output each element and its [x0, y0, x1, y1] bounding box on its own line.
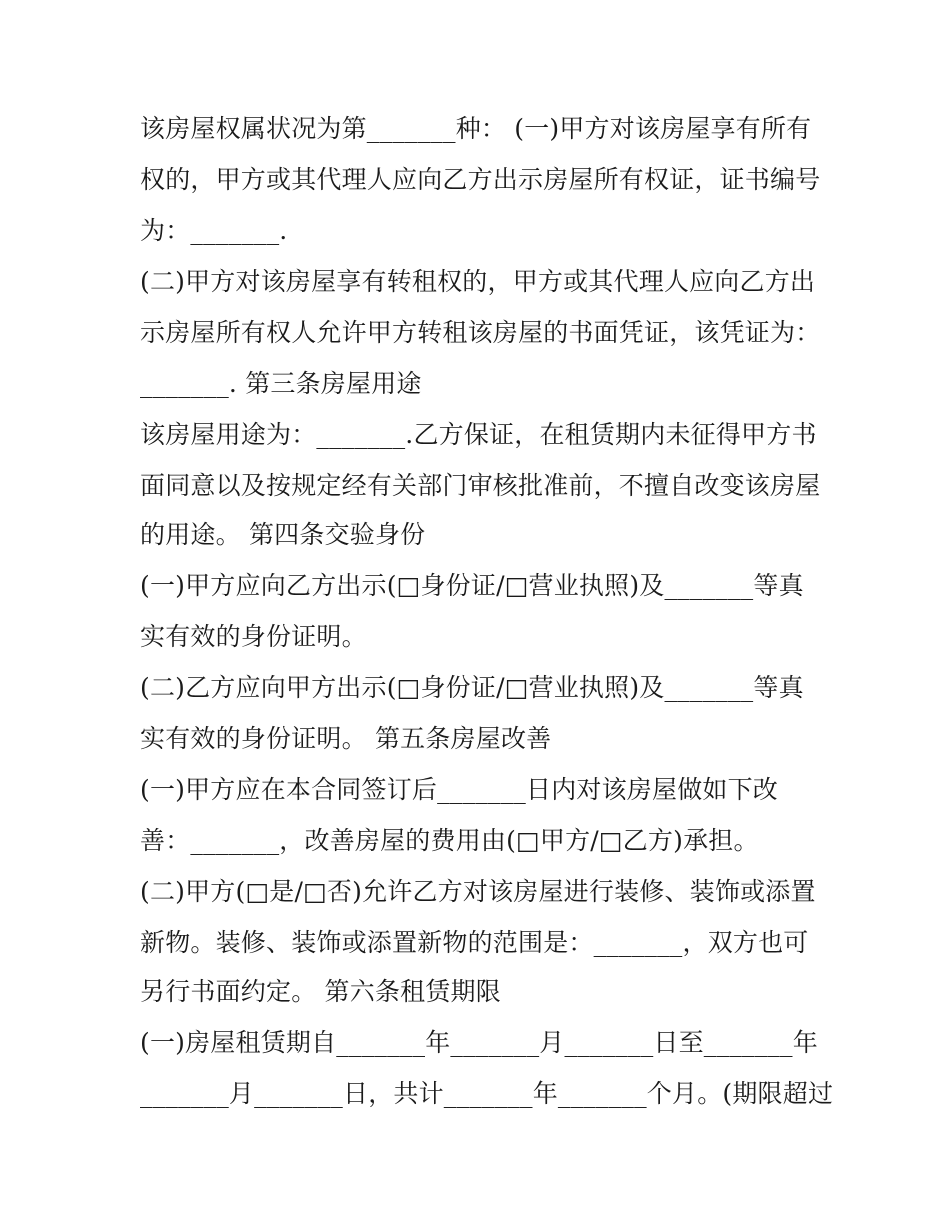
text-line: _______. 第三条房屋用途 — [140, 369, 422, 398]
text-line: _______月_______日，共计_______年_______个月。(期限超过 — [140, 1079, 834, 1108]
text-line: 善：_______，改善房屋的费用由(□甲方/□乙方)承担。 — [140, 826, 759, 855]
text-line: (二)甲方对该房屋享有转租权的，甲方或其代理人应向乙方出 — [140, 267, 816, 296]
text-line: 实有效的身份证明。 第五条房屋改善 — [140, 724, 552, 753]
text-line: (一)甲方应在本合同签订后_______日内对该房屋做如下改 — [140, 775, 779, 804]
text-line: 面同意以及按规定经有关部门审核批准前，不擅自改变该房屋 — [140, 471, 821, 500]
text-line: (一)甲方应向乙方出示(□身份证/□营业执照)及_______等真 — [140, 571, 804, 600]
text-line: (二)甲方(□是/□否)允许乙方对该房屋进行装修、装饰或添置 — [140, 877, 816, 906]
text-line: 另行书面约定。 第六条租赁期限 — [140, 977, 501, 1006]
text-line: 示房屋所有权人允许甲方转租该房屋的书面凭证，该凭证为： — [140, 318, 821, 347]
text-line: (一)房屋租赁期自_______年_______月_______日至_______年 — [140, 1028, 818, 1057]
text-line: 新物。装修、装饰或添置新物的范围是：_______，双方也可 — [140, 928, 809, 957]
text-line: 权的，甲方或其代理人应向乙方出示房屋所有权证，证书编号 — [140, 165, 821, 194]
text-line: (二)乙方应向甲方出示(□身份证/□营业执照)及_______等真 — [140, 673, 804, 702]
text-line: 该房屋权属状况为第_______种： (一)甲方对该房屋享有所有 — [140, 114, 812, 143]
text-line: 该房屋用途为：_______.乙方保证，在租赁期内未征得甲方书 — [140, 420, 817, 449]
text-line: 的用途。 第四条交验身份 — [140, 520, 426, 549]
text-line: 实有效的身份证明。 — [140, 622, 367, 651]
text-line: 为：_______. — [140, 216, 288, 245]
